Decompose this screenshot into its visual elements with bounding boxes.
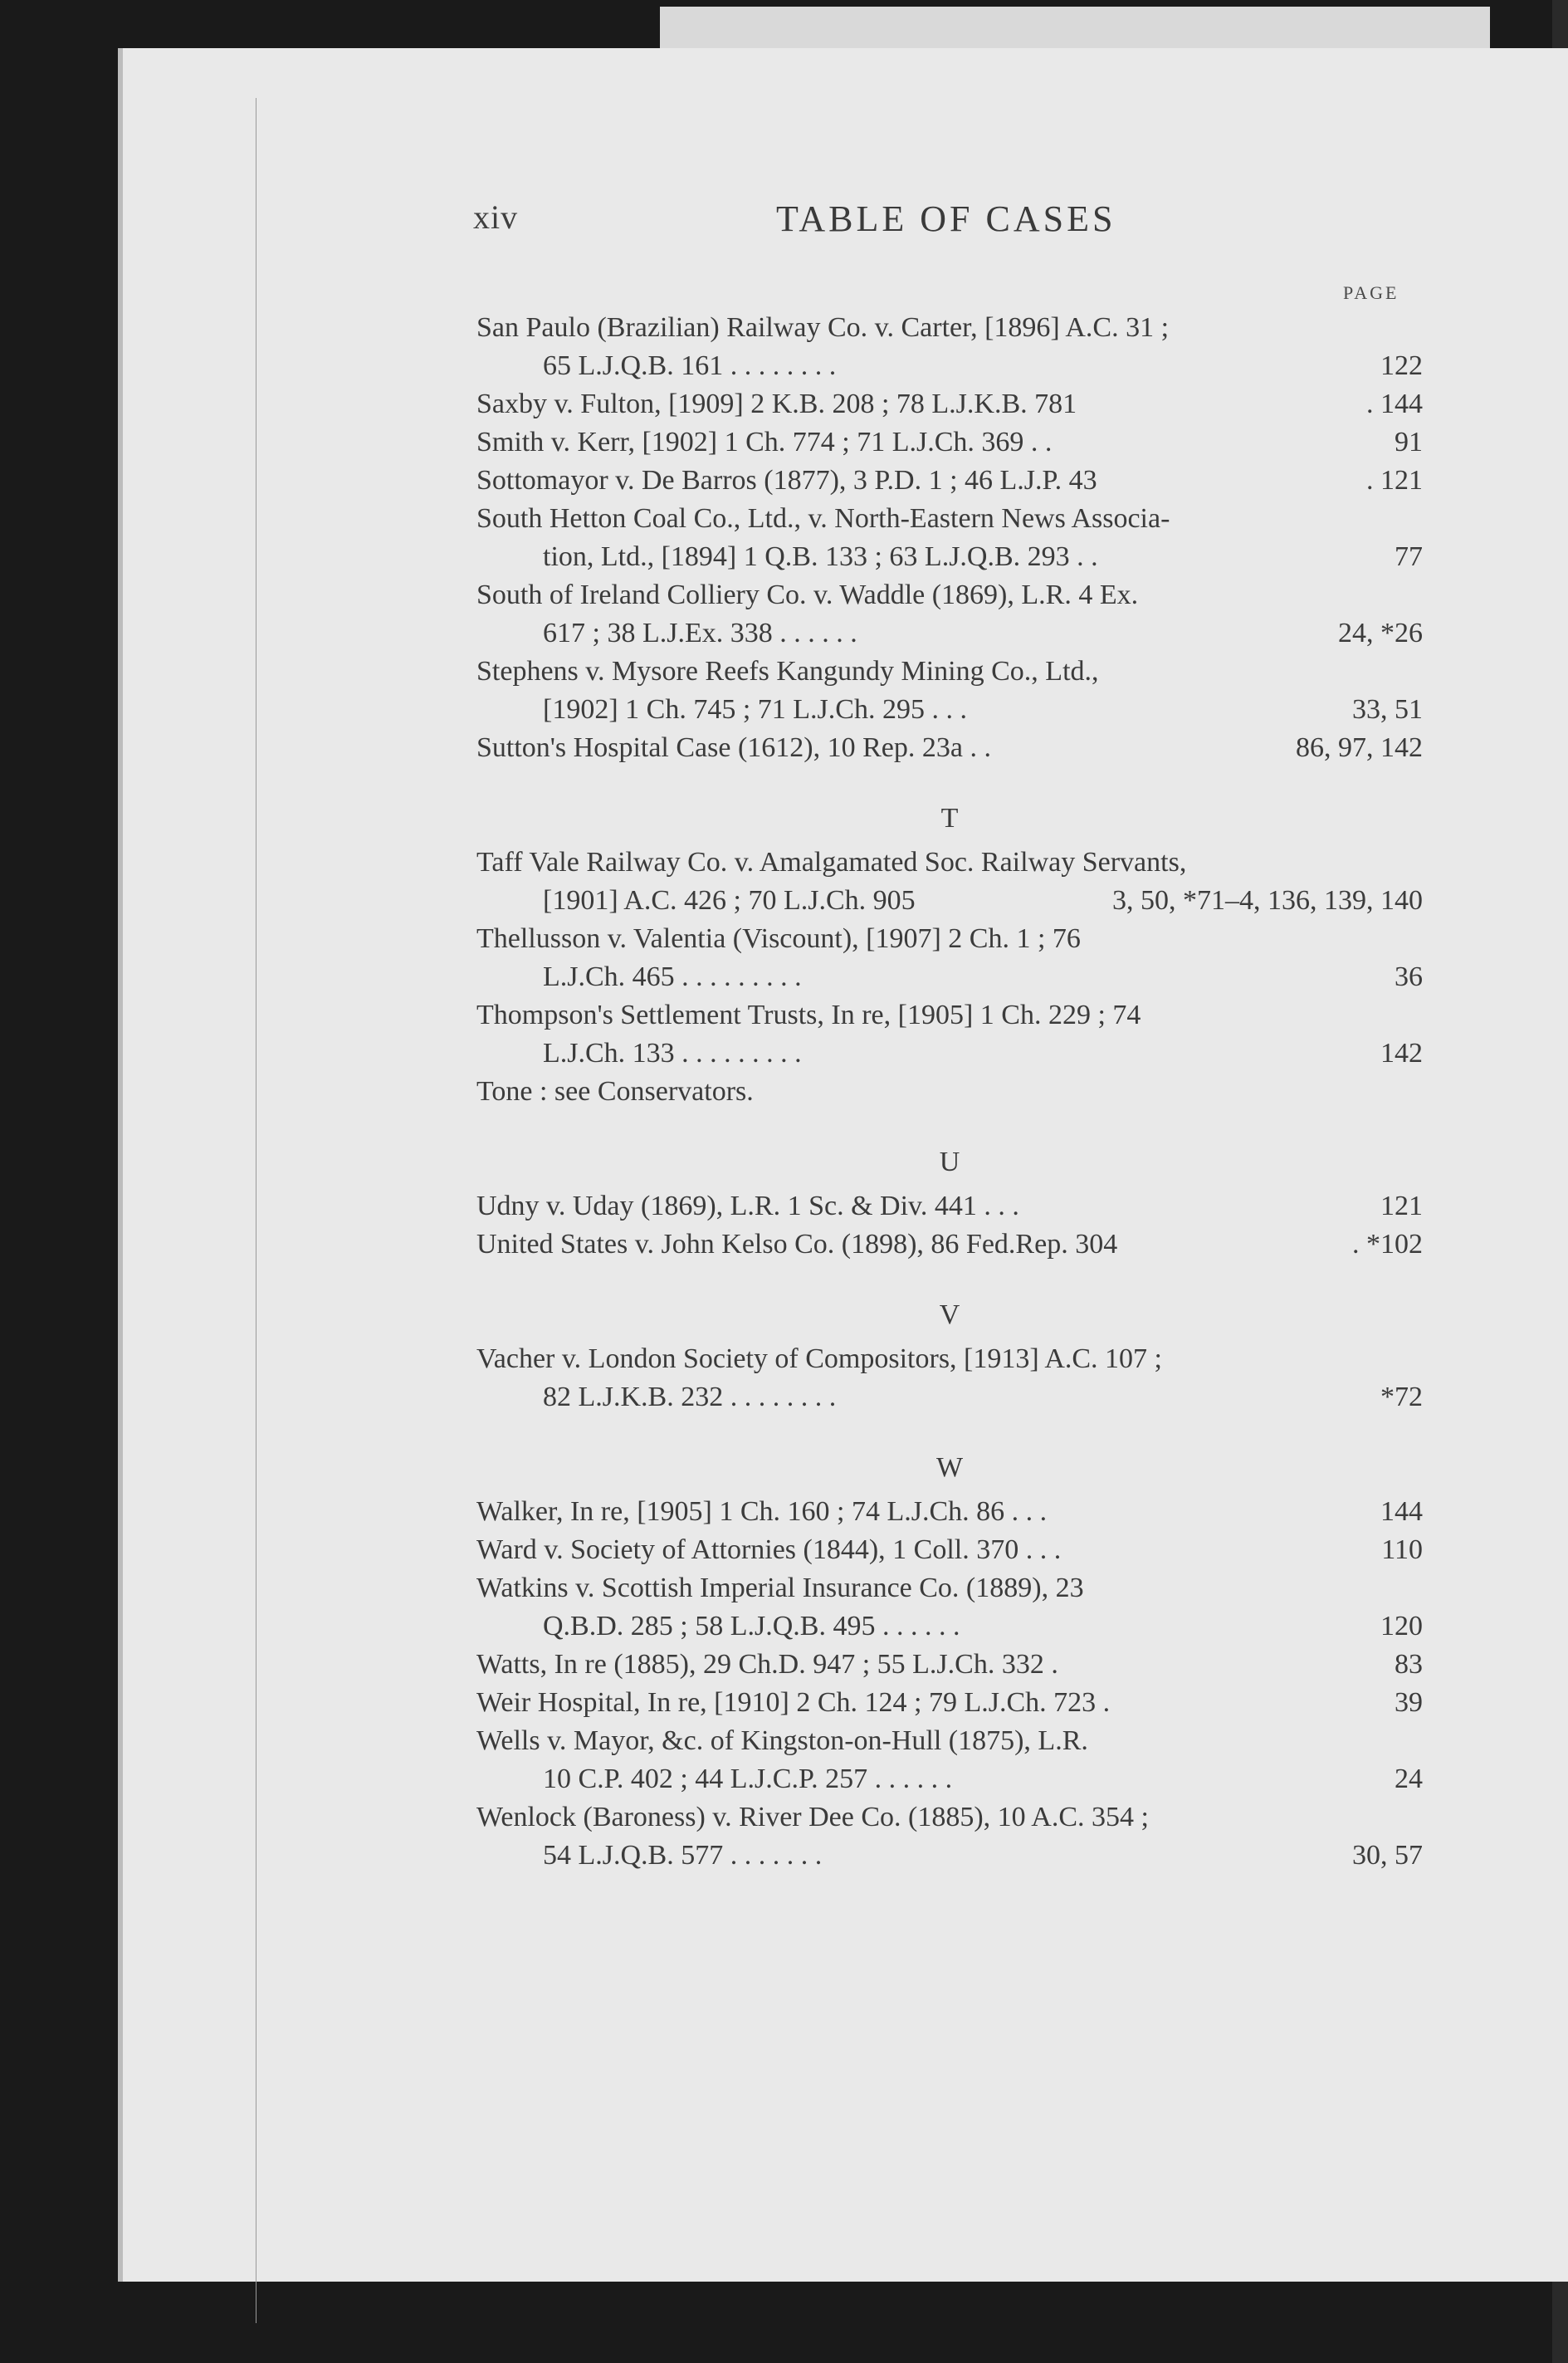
- page-reference: 86, 97, 142: [1296, 732, 1423, 763]
- case-citation: tion, Ltd., [1894] 1 Q.B. 133 ; 63 L.J.Q.B. 293 . .: [543, 541, 1098, 572]
- page-reference: 83: [1395, 1649, 1423, 1680]
- case-entry-line: [476, 1493, 1423, 1531]
- case-citation: [1901] A.C. 426 ; 70 L.J.Ch. 905: [543, 885, 916, 916]
- case-citation: Sutton's Hospital Case (1612), 10 Rep. 23a . .: [476, 732, 991, 763]
- section-letter: [476, 1111, 1423, 1187]
- page-reference: 30, 57: [1352, 1840, 1423, 1871]
- case-citation: Ward v. Society of Attornies (1844), 1 Coll. 370 . . .: [476, 1534, 1062, 1565]
- case-citation: Taff Vale Railway Co. v. Amalgamated Soc. Railway Servants,: [476, 847, 1187, 878]
- page-reference: 39: [1395, 1687, 1423, 1718]
- table-of-cases: [476, 309, 1423, 1875]
- page-reference: 77: [1395, 541, 1423, 572]
- case-entry-line: [476, 1340, 1423, 1378]
- case-entry-line: [476, 538, 1423, 576]
- case-citation: Thompson's Settlement Trusts, In re, [1905] 1 Ch. 229 ; 74: [476, 1000, 1141, 1030]
- case-entry-line: [476, 844, 1423, 882]
- page-reference: 142: [1380, 1038, 1423, 1069]
- running-title: TABLE OF CASES: [776, 198, 1116, 239]
- case-citation: San Paulo (Brazilian) Railway Co. v. Carter, [1896] A.C. 31 ;: [476, 312, 1170, 343]
- page-column-label: PAGE: [1343, 282, 1399, 303]
- case-entry-line: [476, 882, 1423, 920]
- case-citation: Wells v. Mayor, &c. of Kingston-on-Hull (1875), L.R.: [476, 1725, 1088, 1756]
- page-reference: 144: [1380, 1496, 1423, 1527]
- section-letter-text: U: [939, 1147, 960, 1177]
- case-entry-line: [476, 1798, 1423, 1837]
- case-citation: Stephens v. Mysore Reefs Kangundy Mining Co., Ltd.,: [476, 656, 1099, 687]
- case-entry-line: [476, 347, 1423, 385]
- case-entry-line: [476, 423, 1423, 462]
- case-entry-line: [476, 385, 1423, 423]
- case-citation: 65 L.J.Q.B. 161 . . . . . . . .: [543, 350, 837, 381]
- case-citation: Wenlock (Baroness) v. River Dee Co. (1885), 10 A.C. 354 ;: [476, 1802, 1149, 1832]
- case-citation: South Hetton Coal Co., Ltd., v. North-Eastern News Associa-: [476, 503, 1170, 534]
- case-citation: Watts, In re (1885), 29 Ch.D. 947 ; 55 L.J.Ch. 332 .: [476, 1649, 1058, 1680]
- case-citation: [1902] 1 Ch. 745 ; 71 L.J.Ch. 295 . . .: [543, 694, 967, 725]
- case-entry-line: [476, 1531, 1423, 1569]
- case-citation: Smith v. Kerr, [1902] 1 Ch. 774 ; 71 L.J.Ch. 369 . .: [476, 427, 1053, 457]
- page-reference: 24, *26: [1338, 618, 1423, 648]
- case-entry-line: [476, 1722, 1423, 1760]
- case-entry-line: [476, 920, 1423, 958]
- case-citation: Tone : see Conservators.: [476, 1076, 754, 1107]
- case-citation: Weir Hospital, In re, [1910] 2 Ch. 124 ; 79 L.J.Ch. 723 .: [476, 1687, 1111, 1718]
- page-reference: 24: [1395, 1764, 1423, 1794]
- case-entry-line: [476, 1073, 1423, 1111]
- case-citation: United States v. John Kelso Co. (1898), 86 Fed.Rep. 304: [476, 1229, 1118, 1260]
- case-entry-line: [476, 958, 1423, 996]
- case-citation: Vacher v. London Society of Compositors, [1913] A.C. 107 ;: [476, 1343, 1162, 1374]
- page-reference: . *102: [1352, 1229, 1423, 1260]
- case-citation: Walker, In re, [1905] 1 Ch. 160 ; 74 L.J.Ch. 86 . . .: [476, 1496, 1048, 1527]
- section-letter: [476, 767, 1423, 844]
- page-reference: 3, 50, *71–4, 136, 139, 140: [1112, 885, 1423, 916]
- case-citation: Thellusson v. Valentia (Viscount), [1907] 2 Ch. 1 ; 76: [476, 923, 1081, 954]
- case-entry-line: [476, 309, 1423, 347]
- case-citation: 54 L.J.Q.B. 577 . . . . . . .: [543, 1840, 823, 1871]
- case-entry-line: [476, 1187, 1423, 1226]
- case-entry-line: [476, 576, 1423, 614]
- page-reference: 122: [1380, 350, 1423, 381]
- case-citation: Watkins v. Scottish Imperial Insurance Co. (1889), 23: [476, 1573, 1084, 1603]
- case-citation: 82 L.J.K.B. 232 . . . . . . . .: [543, 1382, 837, 1412]
- case-entry-line: [476, 729, 1423, 767]
- case-entry-line: [476, 1035, 1423, 1073]
- page-reference: 33, 51: [1352, 694, 1423, 725]
- case-entry-line: [476, 500, 1423, 538]
- section-letter-text: T: [940, 803, 959, 834]
- case-entry-line: [476, 1378, 1423, 1416]
- case-entry-line: [476, 1760, 1423, 1798]
- section-letter-text: V: [939, 1299, 960, 1330]
- case-entry-line: [476, 462, 1423, 500]
- section-letter: [476, 1416, 1423, 1493]
- page-reference: 110: [1381, 1534, 1423, 1565]
- case-entry-line: [476, 1684, 1423, 1722]
- case-entry-line: [476, 653, 1423, 691]
- case-entry-line: [476, 1607, 1423, 1646]
- case-entry-line: [476, 1646, 1423, 1684]
- section-letter: [476, 1264, 1423, 1340]
- case-entry-line: [476, 1226, 1423, 1264]
- page-reference: . 121: [1366, 465, 1423, 496]
- case-entry-line: [476, 1569, 1423, 1607]
- case-entry-line: [476, 614, 1423, 653]
- case-citation: 617 ; 38 L.J.Ex. 338 . . . . . .: [543, 618, 857, 648]
- case-citation: Saxby v. Fulton, [1909] 2 K.B. 208 ; 78 L.J.K.B. 781: [476, 389, 1077, 419]
- page-reference: 121: [1380, 1191, 1423, 1221]
- page-reference: . 144: [1366, 389, 1423, 419]
- case-citation: L.J.Ch. 465 . . . . . . . . .: [543, 961, 802, 992]
- section-letter-text: W: [935, 1452, 964, 1483]
- case-citation: L.J.Ch. 133 . . . . . . . . .: [543, 1038, 802, 1069]
- case-citation: Q.B.D. 285 ; 58 L.J.Q.B. 495 . . . . . .: [543, 1611, 960, 1641]
- page-number: xiv: [473, 198, 519, 236]
- case-citation: South of Ireland Colliery Co. v. Waddle (1869), L.R. 4 Ex.: [476, 580, 1139, 610]
- page-reference: 36: [1395, 961, 1423, 992]
- case-entry-line: [476, 691, 1423, 729]
- case-citation: 10 C.P. 402 ; 44 L.J.C.P. 257 . . . . . .: [543, 1764, 953, 1794]
- page-header: [473, 198, 1411, 247]
- case-citation: Udny v. Uday (1869), L.R. 1 Sc. & Div. 441 . . .: [476, 1191, 1019, 1221]
- page-reference: *72: [1380, 1382, 1423, 1412]
- page-reference: 91: [1395, 427, 1423, 457]
- case-entry-line: [476, 1837, 1423, 1875]
- case-entry-line: [476, 996, 1423, 1035]
- case-citation: Sottomayor v. De Barros (1877), 3 P.D. 1 ; 46 L.J.P. 43: [476, 465, 1097, 496]
- page-reference: 120: [1380, 1611, 1423, 1641]
